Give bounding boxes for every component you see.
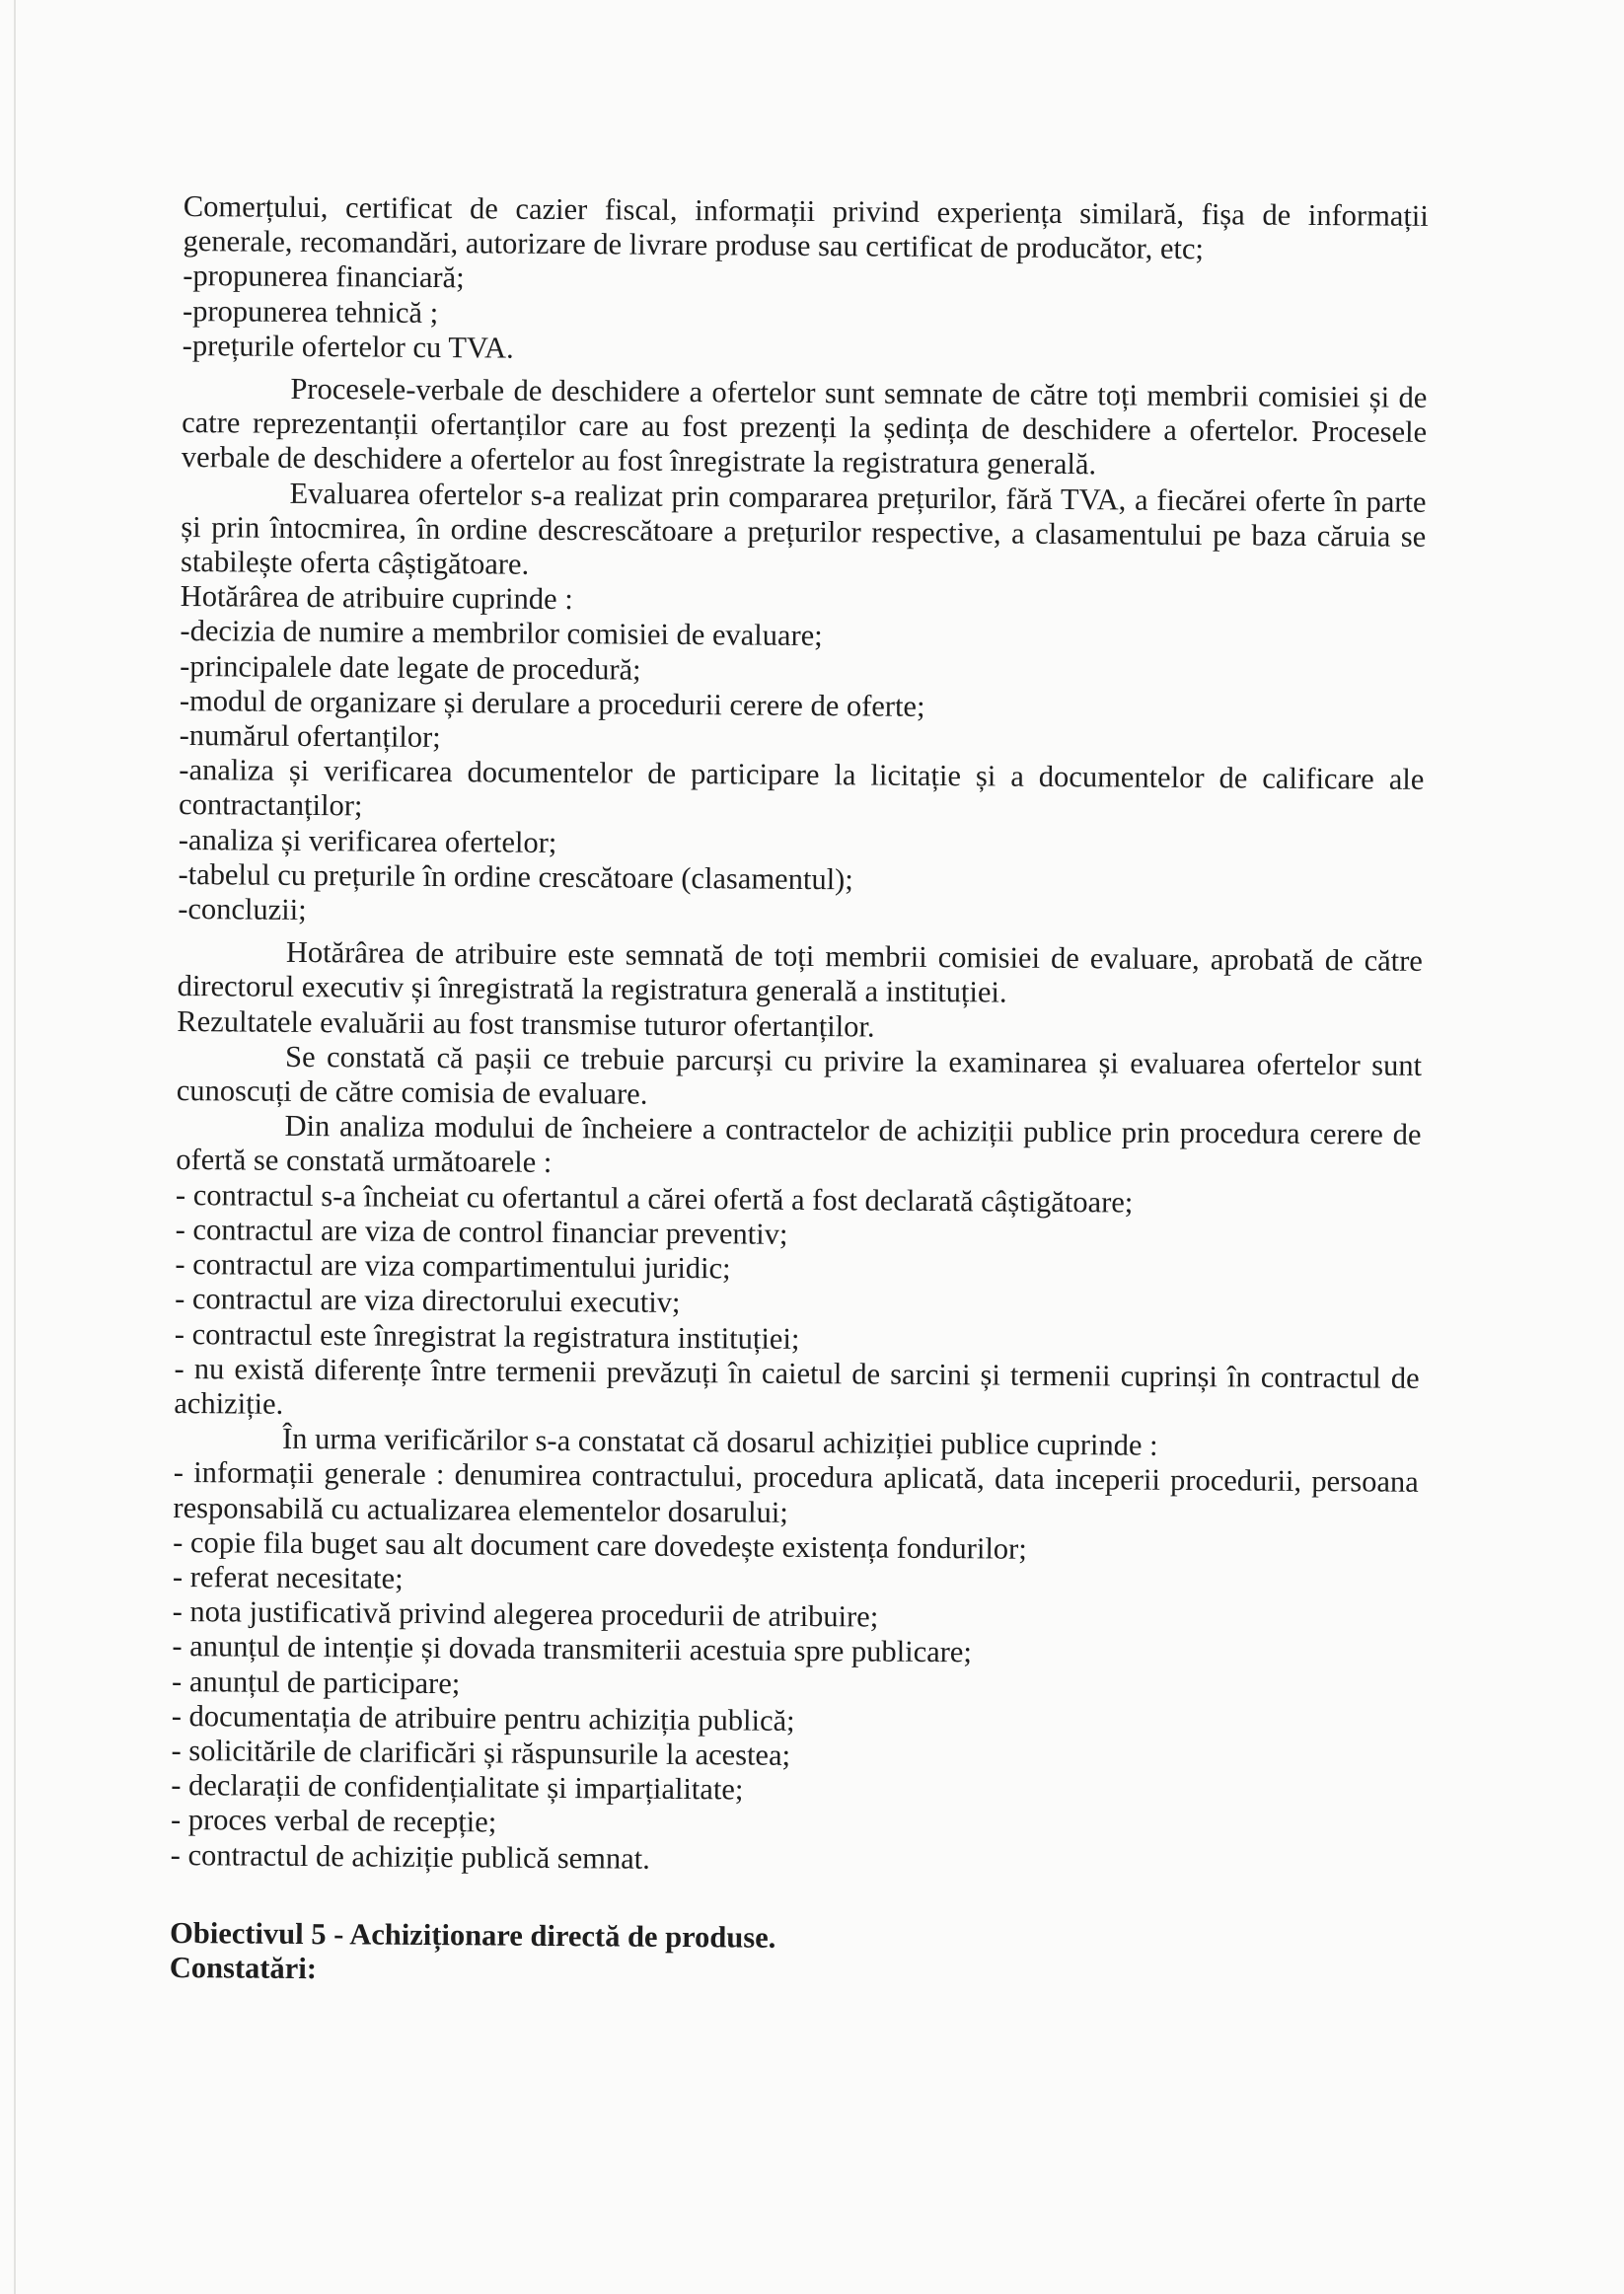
list-item: -analiza și verificarea documentelor de participare la licitație și a documentelor de calificare ale contractanților; <box>178 753 1425 823</box>
list-item: -modul de organizare și derulare a procedurii cerere de oferte; <box>179 683 925 723</box>
list-item: - contractul s-a încheiat cu ofertantul a cărei ofertă a fost declarată câștigătoare; <box>175 1177 1134 1220</box>
list-item: - contractul are viza directorului executiv; <box>175 1282 681 1320</box>
opening-list <box>183 259 1429 373</box>
list-item: - contractul are viza de control financiar preventiv; <box>175 1212 788 1251</box>
hotarare-heading: Hotărârea de atribuire cuprinde : <box>180 579 573 617</box>
list-item: -prețurile ofertelor cu TVA. <box>182 328 514 365</box>
list-item: -numărul ofertanților; <box>179 718 441 755</box>
list-item: - contractul are viza compartimentului juridic; <box>175 1247 731 1286</box>
document-body <box>170 189 1429 1995</box>
list-item: - declarații de confidențialitate și imparțialitate; <box>171 1768 744 1807</box>
list-item: - informații generale : denumirea contractului, procedura aplicată, data inceperii procedurii, persoana responsabilă cu actualizarea elementelor dosarului; <box>173 1455 1419 1529</box>
dosar-list <box>171 1455 1419 1882</box>
contract-list <box>174 1178 1421 1431</box>
paragraph-hotarare-semnata: Hotărârea de atribuire este semnată de toți membrii comisiei de evaluare, aprobată de către directorul executiv și înregistrată la registratura generală a instituției. <box>177 935 1424 1010</box>
list-item: - contractul de achiziție publică semnat. <box>170 1837 650 1876</box>
list-item: - nota justificativă privind alegerea procedurii de atribuire; <box>172 1594 879 1634</box>
list-item: -analiza și verificarea ofertelor; <box>178 822 557 859</box>
list-item: - anunțul de intenție și dovada transmiterii acestuia spre publicare; <box>172 1629 973 1669</box>
opening-paragraph: Comerțului, certificat de cazier fiscal, informații privind experiența similară, fișa de informații generale, recomandări, autorizare de livrare produse sau certificat de producător, etc; <box>183 189 1429 266</box>
hotarare-list <box>178 614 1425 936</box>
list-item: - copie fila buget sau alt document care dovedește existența fondurilor; <box>173 1524 1027 1566</box>
paragraph-analiza-contracte: Din analiza modului de încheiere a contractelor de achiziții publice prin procedura cerere de ofertă se constată următoarele : <box>176 1109 1422 1180</box>
scan-edge-line <box>14 0 16 2294</box>
list-item: - solicitările de clarificări și răspunsurile la acestea; <box>171 1733 791 1772</box>
paragraph-rezultate: Rezultatele evaluării au fost transmise tuturor ofertanților. <box>177 1003 875 1044</box>
list-item: -tabelul cu prețurile în ordine crescătoare (clasamentul); <box>178 856 853 897</box>
list-item: - anunțul de participare; <box>171 1664 461 1700</box>
list-item: - nu există diferențe între termenii prevăzuți în caietul de sarcini și termenii cuprinși în contractul de achiziție. <box>174 1351 1420 1421</box>
list-item: -decizia de numire a membrilor comisiei de evaluare; <box>180 614 823 653</box>
list-item: -propunerea financiară; <box>183 259 465 295</box>
list-item: - proces verbal de recepție; <box>170 1803 497 1839</box>
objective-heading: Obiectivul 5 - Achiziționare directă de produse. <box>169 1915 776 1955</box>
paragraph-evaluarea: Evaluarea ofertelor s-a realizat prin compararea prețurilor, fără TVA, a fiecărei oferte în parte și prin întocmirea, în ordine descrescătoare a prețurilor respective, a clasamentului pe baza căruia se stabilește oferta câștigătoare. <box>180 476 1427 581</box>
list-item: -principalele date legate de procedură; <box>180 648 641 687</box>
list-item: - referat necesitate; <box>172 1559 404 1595</box>
paragraph-pasi: Se constată că pașii ce trebuie parcurși cu privire la examinarea și evaluarea ofertelor sunt cunoscuți de către comisia de evaluare. <box>176 1039 1423 1111</box>
list-item: - contractul este înregistrat la registratura instituției; <box>174 1316 800 1356</box>
paragraph-dosar: În urma verificărilor s-a constatat că dosarul achiziției publice cuprinde : <box>281 1421 1158 1462</box>
list-item: -propunerea tehnică ; <box>182 293 439 330</box>
list-item: - documentația de atribuire pentru achiziția publică; <box>171 1698 795 1738</box>
list-item: -concluzii; <box>178 892 307 927</box>
constatari-heading: Constatări: <box>169 1950 318 1986</box>
paragraph-proceses-verbale: Procesele-verbale de deschidere a ofertelor sunt semnate de către toți membrii comisiei și de catre reprezentanții ofertanților care au fost prezenți la ședința de deschidere a ofertelor. Procesele verbale de deschidere a ofertelor au fost înregistrate la registratura generală. <box>181 371 1428 481</box>
